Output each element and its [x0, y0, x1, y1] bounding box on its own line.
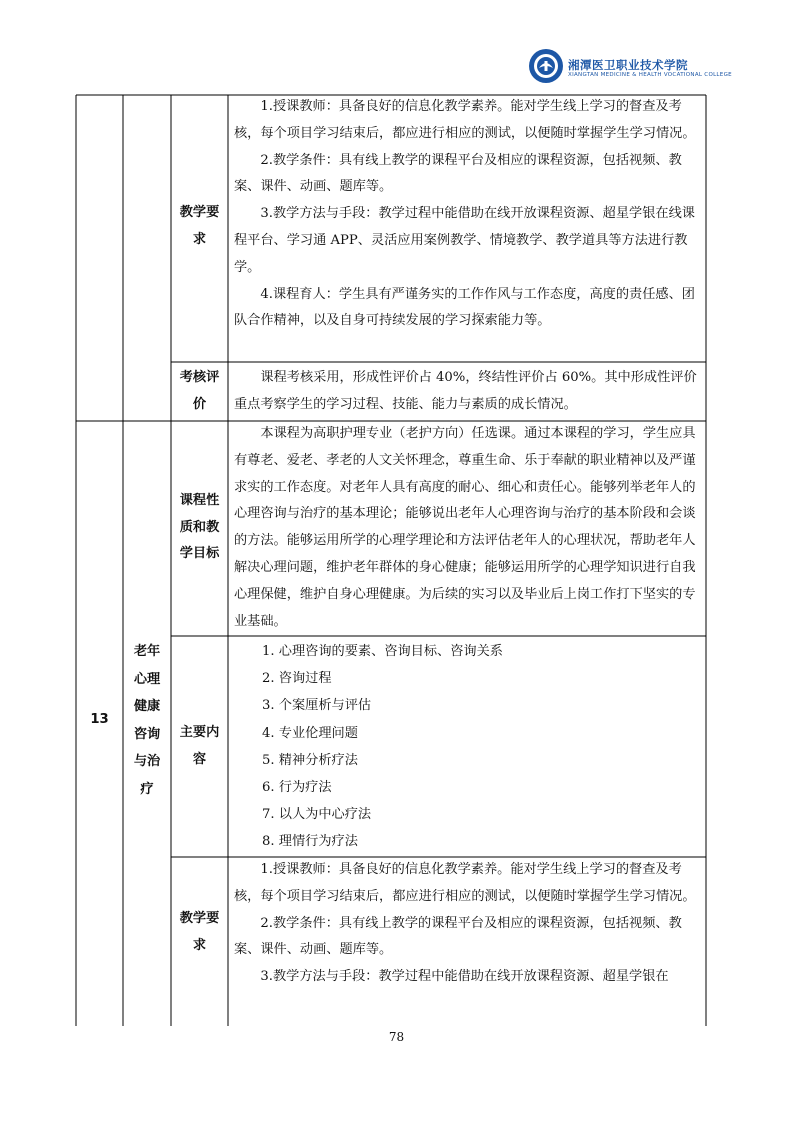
- name-line: 健康: [133, 699, 161, 714]
- teaching-req-item: 3.教学方法与手段：教学过程中能借助在线开放课程资源、超星学银在线课程平台、学习通 APP、灵活应用案例教学、情境教学、教学道具等方法进行教学。: [234, 206, 695, 275]
- list-item: 2. 咨询过程: [262, 671, 332, 687]
- page-number: 78: [388, 1030, 405, 1044]
- label-line: 求: [192, 231, 207, 247]
- content-label: [171, 720, 228, 773]
- label-line: 质和教: [179, 519, 220, 535]
- nature-content: [234, 421, 702, 635]
- teaching-req-item: 4.课程育人：学生具有严谨务实的工作作风与工作态度，高度的责任感、团队合作精神，以及自身可持续发展的学习探索能力等。: [234, 286, 695, 329]
- list-item: 3. 个案厘析与评估: [262, 698, 372, 714]
- list-item: 1. 心理咨询的要素、咨询目标、咨询关系: [262, 644, 503, 659]
- teaching-req-label: [171, 200, 228, 253]
- teaching-req-content-13: [234, 857, 702, 991]
- logo-name-cn: 湘潭医卫职业技术学院: [568, 58, 688, 72]
- name-line: 疗: [140, 781, 154, 797]
- nature-label: [171, 488, 228, 568]
- list-item: 8. 理情行为疗法: [262, 834, 358, 850]
- teaching-req-item: 3.教学方法与手段：教学过程中能借助在线开放课程资源、超星学银在: [260, 969, 669, 985]
- course-number: 13: [90, 712, 109, 727]
- label-line: 价: [192, 396, 207, 412]
- teaching-req-item: 1.授课教师：具备良好的信息化教学素养。能对学生线上学习的督查及考核，每个项目学习结束后，都应进行相应的测试，以便随时掌握学生学习情况。: [234, 862, 696, 904]
- list-item: 6. 行为疗法: [262, 780, 332, 796]
- assessment-text: 课程考核采用，形成性评价占 40%，终结性评价占 60%。其中形成性评价重点考察学生的学习过程、技能、能力与素质的成长情况。: [234, 370, 697, 412]
- name-line: 咨询: [133, 726, 161, 742]
- label-line: 教学要: [179, 911, 220, 926]
- teaching-req-content: [234, 94, 702, 335]
- teaching-req-item: 2.教学条件：具有线上教学的课程平台及相应的课程资源，包括视频、教案、课件、动画、题库等。: [234, 915, 682, 958]
- label-line: 考核评: [179, 370, 220, 385]
- label-line: 容: [192, 751, 207, 767]
- list-item: 7. 以人为中心疗法: [262, 807, 372, 823]
- label-line: 教学要: [179, 205, 220, 220]
- teaching-req-label-13: [171, 906, 228, 959]
- assessment-label: [171, 365, 228, 418]
- content-list: [228, 638, 702, 856]
- list-item: 4. 专业伦理问题: [262, 725, 358, 741]
- nature-text: 本课程为高职护理专业（老护方向）任选课。通过本课程的学习，学生应具有尊老、爱老、孝老的人文关怀理念，尊重生命、乐于奉献的职业精神以及严谨求实的工作态度。对老年人具有高度的耐心、细心和责任心。能够列举老年人的心理咨询与治疗的基本理论；能够说出老年人心理咨询与治疗的基本阶段和会谈的方法。能够运用所学的心理学理论和方法评估老年人的心理状况，帮助老年人解决心理问题，维护老年群体的身心健康；能够运用所学的心理学知识进行自我心理保健，维护自身心理健康。为后续的实习以及毕业后上岗工作打下坚实的专业基础。: [234, 426, 696, 629]
- label-line: 学目标: [179, 546, 220, 561]
- course-name: [123, 638, 171, 803]
- teaching-req-item: 2.教学条件：具有线上教学的课程平台及相应的课程资源，包括视频、教案、课件、动画、题库等。: [234, 152, 682, 195]
- list-item: 5. 精神分析疗法: [262, 752, 358, 768]
- name-line: 老年: [133, 644, 161, 659]
- teaching-req-item: 1.授课教师：具备良好的信息化教学素养。能对学生线上学习的督查及考核，每个项目学习结束后，都应进行相应的测试，以便随时掌握学生学习情况。: [234, 99, 696, 141]
- assessment-content: [234, 365, 702, 419]
- label-line: 主要内: [179, 725, 220, 740]
- label-line: 课程性: [179, 493, 220, 508]
- label-line: 求: [192, 937, 207, 953]
- name-line: 与治: [133, 754, 161, 769]
- logo-name-en: XIANGTAN MEDICINE & HEALTH VOCATIONAL COLLEGE: [568, 72, 732, 78]
- name-line: 心理: [133, 671, 161, 687]
